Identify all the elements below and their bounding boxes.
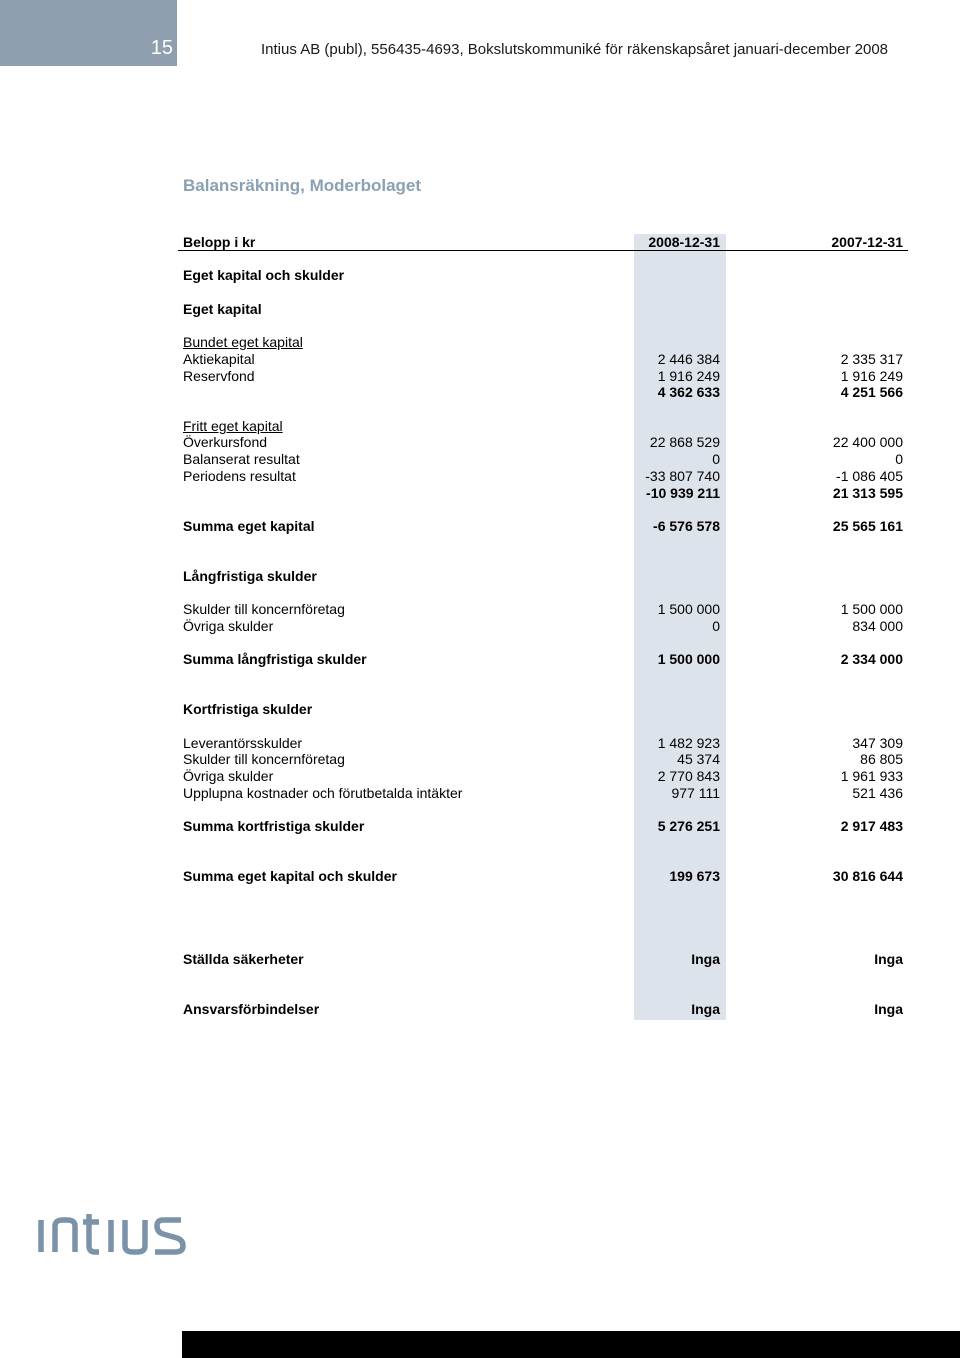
row-label: Eget kapital (183, 301, 262, 317)
intius-logo-mark (37, 1212, 187, 1256)
table-row (183, 384, 903, 401)
row-value-2007: 347 309 (852, 735, 903, 751)
row-value-2007: 2 335 317 (840, 351, 903, 367)
page-number-box (0, 0, 177, 66)
row-value-2008: -10 939 211 (646, 485, 720, 501)
row-label: Summa eget kapital och skulder (183, 868, 397, 884)
row-value-2008: 2 770 843 (657, 768, 720, 784)
row-value-2008: 977 111 (671, 785, 720, 801)
table-row (183, 601, 903, 618)
row-label: Reservfond (183, 368, 255, 384)
table-row (183, 368, 903, 385)
row-label: Fritt eget kapital (183, 418, 283, 434)
row-label: Summa eget kapital (183, 518, 315, 534)
row-label: Övriga skulder (183, 618, 274, 634)
row-value-2007: 4 251 566 (840, 384, 903, 400)
table-row (183, 735, 903, 752)
row-label: Upplupna kostnader och förutbetalda intäkter (183, 785, 463, 801)
table-row (183, 818, 903, 835)
row-value-2007: 1 916 249 (840, 368, 903, 384)
section-title: Balansräkning, Moderbolaget (183, 176, 422, 195)
row-value-2008: 2 446 384 (657, 351, 720, 367)
table-row (183, 434, 903, 451)
document-title: Intius AB (publ), 556435-4693, Bokslutskommuniké för räkenskapsåret januari-december 2008 (261, 41, 889, 58)
table-row (183, 868, 903, 885)
row-value-2008: -6 576 578 (653, 518, 720, 534)
row-label: Skulder till koncernföretag (183, 751, 345, 767)
header-rule (178, 250, 908, 251)
table-row (183, 518, 903, 535)
table-row (183, 701, 903, 718)
row-value-2007: 1 500 000 (840, 601, 903, 617)
row-value-2008: 0 (712, 618, 720, 634)
row-value-2007: Inga (874, 1001, 903, 1017)
row-value-2008: Inga (691, 951, 720, 967)
row-value-2007: 22 400 000 (832, 434, 903, 450)
row-value-2007: 1 961 933 (840, 768, 903, 784)
row-value-2007: 21 313 595 (832, 485, 903, 501)
row-value-2008: 45 374 (677, 751, 720, 767)
row-value-2008: 4 362 633 (657, 384, 720, 400)
table-row (183, 751, 903, 768)
row-label: Ansvarsförbindelser (183, 1001, 320, 1017)
table-row (183, 651, 903, 668)
row-label: Kortfristiga skulder (183, 701, 313, 717)
row-value-2007: 25 565 161 (832, 518, 903, 534)
row-value-2008: -33 807 740 (645, 468, 720, 484)
page-number: 15 (150, 37, 173, 59)
row-value-2007: 2 334 000 (840, 651, 903, 667)
row-label: Övriga skulder (183, 768, 274, 784)
intius-logo (37, 1212, 187, 1261)
table-row (183, 351, 903, 368)
row-value-2007: 521 436 (852, 785, 903, 801)
row-value-2008: Inga (691, 1001, 720, 1017)
row-value-2008: 1 500 000 (657, 651, 720, 667)
table-row (183, 418, 903, 435)
row-value-2007: 86 805 (860, 751, 903, 767)
row-label: Periodens resultat (183, 468, 296, 484)
row-value-2007: Inga (874, 951, 903, 967)
table-row (183, 451, 903, 468)
row-value-2008: 199 673 (669, 868, 720, 884)
table-header (183, 234, 903, 251)
col-2008-header: 2008-12-31 (648, 234, 720, 250)
table-row (183, 568, 903, 585)
row-label: Långfristiga skulder (183, 568, 317, 584)
row-value-2007: 834 000 (852, 618, 903, 634)
row-label: Summa långfristiga skulder (183, 651, 367, 667)
row-value-2007: 30 816 644 (832, 868, 903, 884)
row-label: Ställda säkerheter (183, 951, 304, 967)
table-row (183, 768, 903, 785)
row-label: Leverantörsskulder (183, 735, 303, 751)
table-row (183, 267, 903, 284)
table-row (183, 468, 903, 485)
table-row (183, 951, 903, 968)
row-value-2008: 1 500 000 (657, 601, 720, 617)
row-value-2008: 5 276 251 (657, 818, 720, 834)
row-value-2007: 2 917 483 (840, 818, 903, 834)
table-row (183, 334, 903, 351)
row-label: Skulder till koncernföretag (183, 601, 345, 617)
table-row (183, 618, 903, 635)
col-2007-header: 2007-12-31 (831, 234, 903, 250)
row-value-2008: 22 868 529 (649, 434, 720, 450)
row-value-2008: 1 916 249 (657, 368, 720, 384)
row-value-2008: 0 (712, 451, 720, 467)
row-label: Aktiekapital (183, 351, 255, 367)
row-value-2007: -1 086 405 (836, 468, 903, 484)
table-row (183, 485, 903, 502)
row-label: Balanserat resultat (183, 451, 300, 467)
row-label: Bundet eget kapital (183, 334, 303, 350)
row-value-2007: 0 (895, 451, 903, 467)
col-label-header: Belopp i kr (183, 234, 256, 250)
row-label: Överkursfond (183, 434, 268, 450)
row-value-2008: 1 482 923 (657, 735, 720, 751)
table-row (183, 1001, 903, 1018)
table-row (183, 785, 903, 802)
table-row (183, 301, 903, 318)
row-label: Eget kapital och skulder (183, 267, 345, 283)
footer-bar (182, 1331, 960, 1358)
row-label: Summa kortfristiga skulder (183, 818, 365, 834)
